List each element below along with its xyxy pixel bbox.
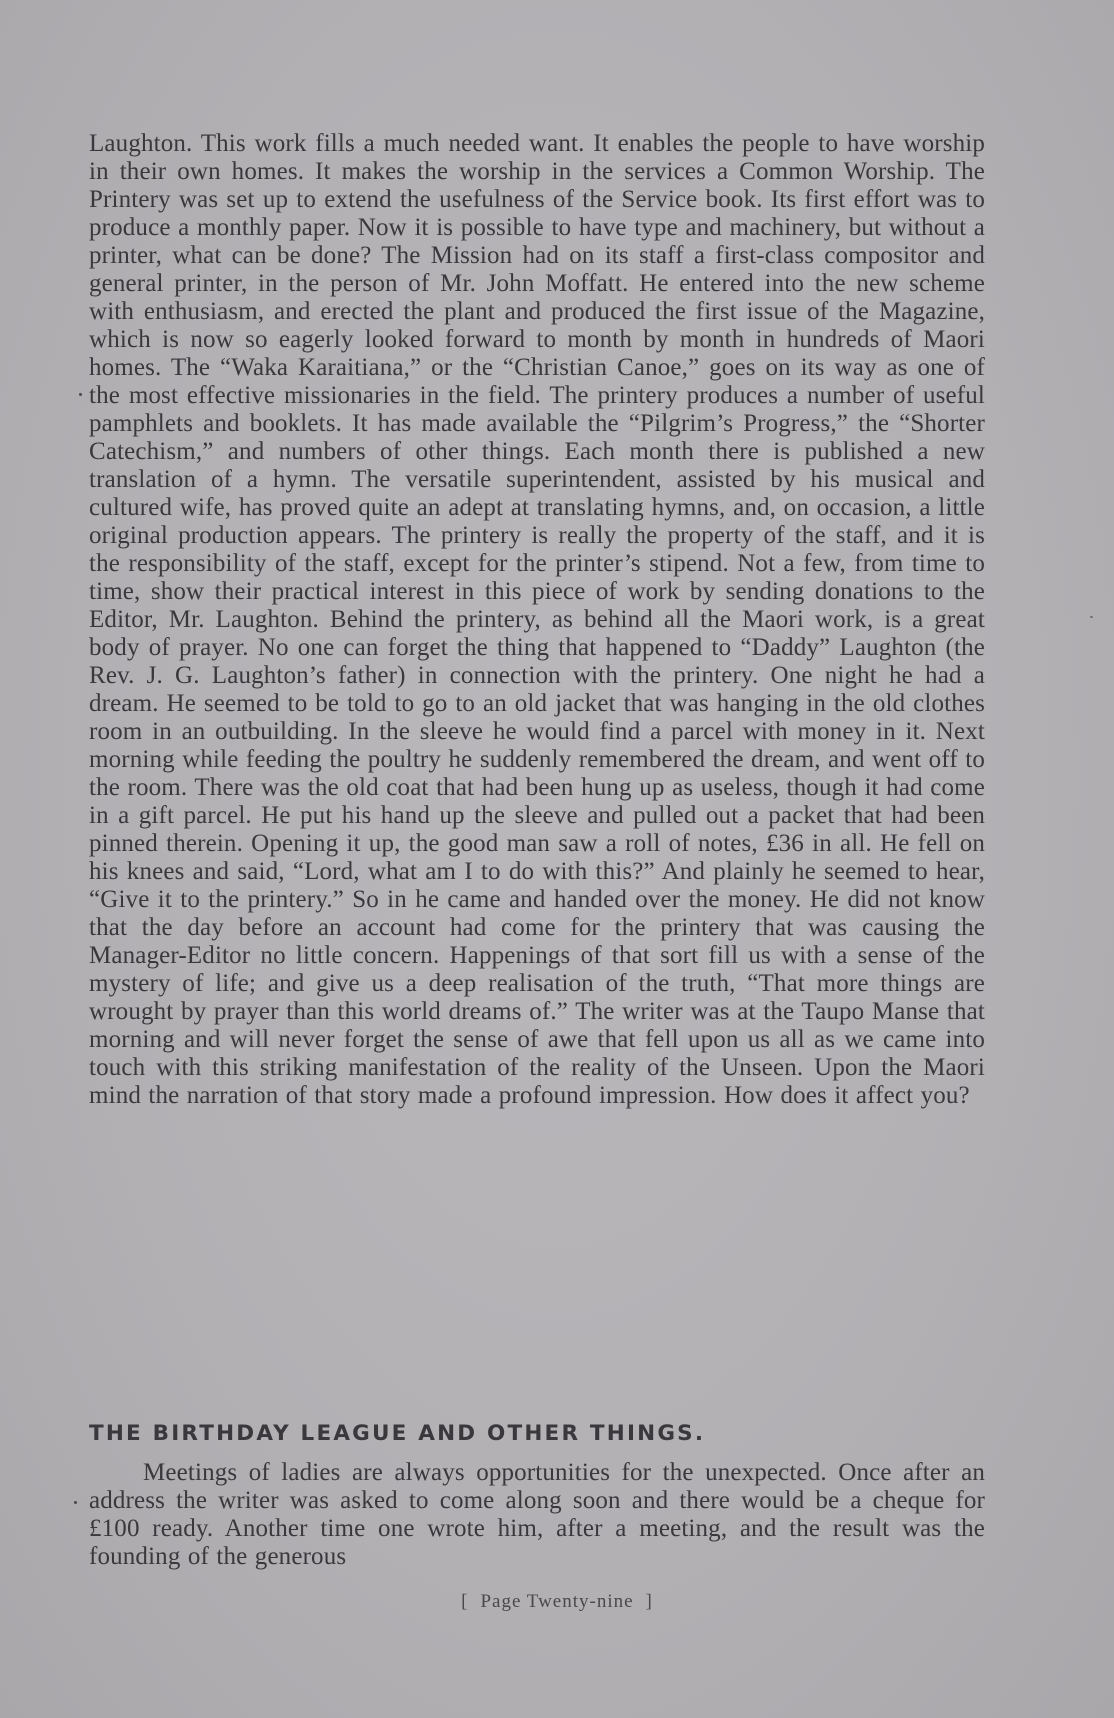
print-speck [74,1501,77,1504]
body-paragraph: Laughton. This work fills a much needed want. It enables the people to have worship in their own homes. It makes the worship in the services a Common Worship. The Printery was set up to extend the usefulness of the Service book. Its first effort was to produce a monthly paper. Now it is possible to have type and machinery, but without a printer, what can be done? The Mission had on its staff a first-class compositor and general printer, in the person of Mr. John Moffatt. He entered into the new scheme with enthusiasm, and erected the plant and produced the first issue of the Magazine, which is now so eagerly looked forward to month by month in hundreds of Maori homes. The “Waka Karaitiana,” or the “Christian Canoe,” goes on its way as one of the most effective missionaries in the field. The printery produces a number of useful pamphlets and booklets. It has made available the “Pilgrim’s Progress,” the “Shorter Catechism,” and numbers of other things. Each month there is published a new translation of a hymn. The versatile superintendent, assisted by his musical and cultured wife, has proved quite an adept at translating hymns, and, on occasion, a little original production appears. The printery is really the property of the staff, and it is the responsibility of the staff, except for the printer’s stipend. Not a few, from time to time, show their practical interest in this piece of work by sending donations to the Editor, Mr. Laughton. Behind the printery, as behind all the Maori work, is a great body of prayer. No one can forget the thing that happened to “Daddy” Laughton (the Rev. J. G. Laughton’s father) in connection with the printery. One night he had a dream. He seemed to be told to go to an old jacket that was hanging in the old clothes room in an outbuilding. In the sleeve he would find a parcel with money in it. Next morning while feeding the poultry he suddenly remembered the dream, and went off to the room. There was the old coat that had been hung up as useless, though it had come in a gift parcel. He put his hand up the sleeve and pulled out a packet that had been pinned therein. Opening it up, the good man saw a roll of notes, £36 in all. He fell on his knees and said, “Lord, what am I to do with this?” And plainly he seemed to hear, “Give it to the printery.” So in he came and handed over the money. He did not know that the day before an account had come for the printery that was causing the Manager-Editor no little concern. Happenings of that sort fill us with a sense of the mystery of life; and give us a deep realisation of the truth, “That more things are wrought by prayer than this world dreams of.” The writer was at the Taupo Manse that morning and will never forget the sense of awe that fell upon us all as we came into touch with this striking manifestation of the reality of the Unseen. Upon the Maori mind the narration of that story made a profound impression. How does it affect you? [89,130,985,1109]
page-number-footer [0,1591,1114,1613]
body-paragraph-continued: Meetings of ladies are always opportunities for the unexpected. Once after an address the writer was asked to come along soon and there would be a cheque for £100 ready. Another time one wrote him, after a meeting, and the result was the founding of the generous [89,1459,985,1570]
folio-label: Page Twenty-nine [480,1591,634,1612]
folio-open-bracket: [ [461,1591,469,1612]
print-speck [1090,616,1093,618]
folio-close-bracket: ] [645,1591,653,1612]
print-speck [79,393,82,396]
section-heading: THE BIRTHDAY LEAGUE AND OTHER THINGS. [89,1421,706,1446]
